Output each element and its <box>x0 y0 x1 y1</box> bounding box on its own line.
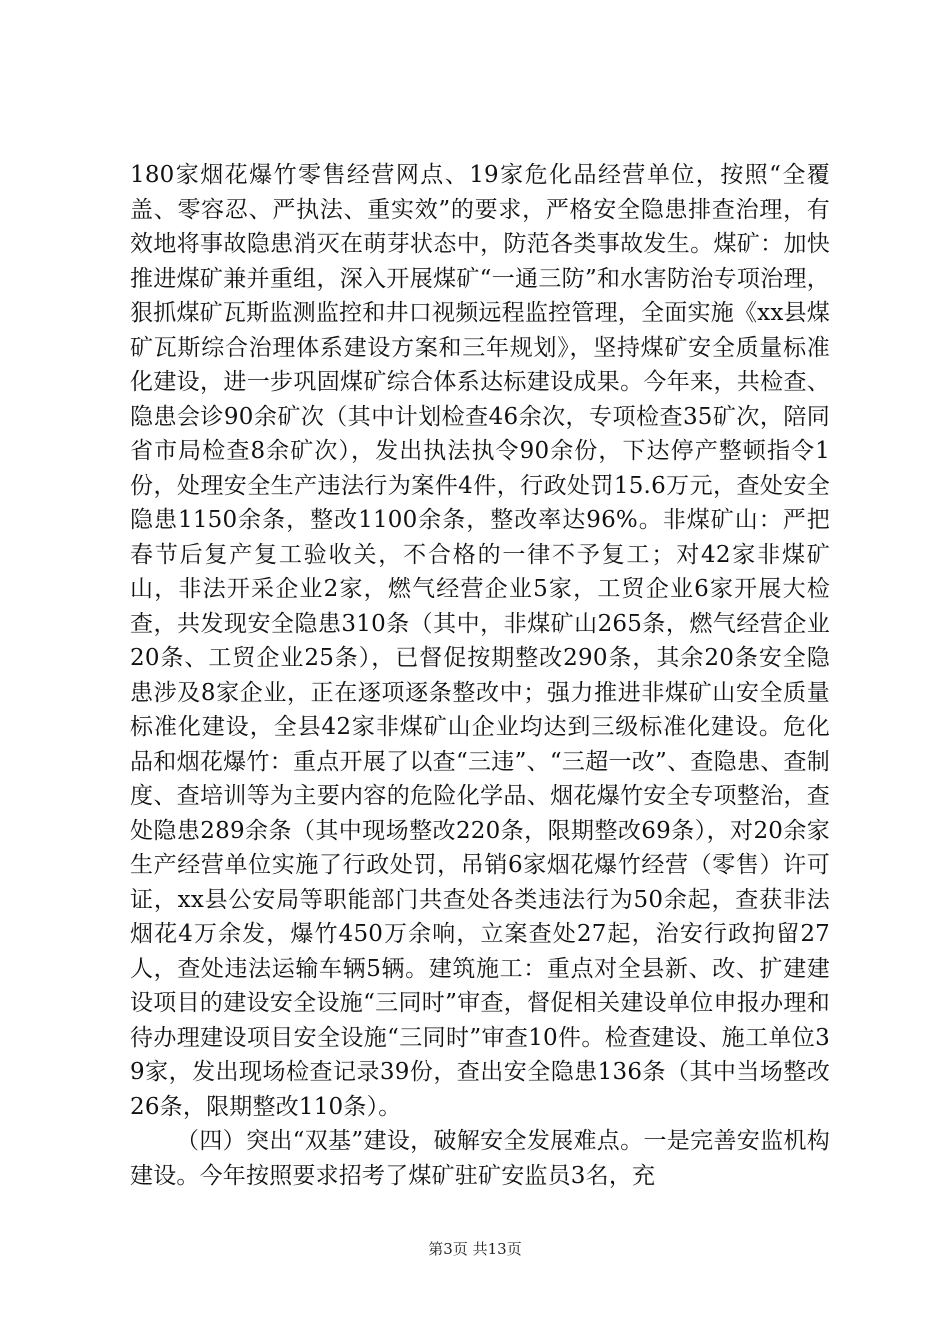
paragraph-1: 180家烟花爆竹零售经营网点、19家危化品经营单位，按照“全覆盖、零容忍、严执法、重实效”的要求，严格安全隐患排查治理，有效地将事故隐患消灭在萌芽状态中，防范各类事故发生。煤矿：加快推进煤矿兼并重组，深入开展煤矿“一通三防”和水害防治专项治理，狠抓煤矿瓦斯监测监控和井口视频远程监控管理，全面实施《xx县煤矿瓦斯综合治理体系建设方案和三年规划》，坚持煤矿安全质量标准化建设，进一步巩固煤矿综合体系达标建设成果。今年来，共检查、隐患会诊90余矿次（其中计划检查46余次，专项检查35矿次，陪同省市局检查8余矿次），发出执法执令90余份，下达停产整顿指令1份，处理安全生产违法行为案件4件，行政处罚15.6万元，查处安全隐患1150余条，整改1100余条，整改率达96%。非煤矿山：严把春节后复产复工验收关，不合格的一律不予复工；对42家非煤矿山，非法开采企业2家，燃气经营企业5家，工贸企业6家开展大检查，共发现安全隐患310条（其中，非煤矿山265条，燃气经营企业20条、工贸企业25条），已督促按期整改290条，其余20条安全隐患涉及8家企业，正在逐项逐条整改中；强力推进非煤矿山安全质量标准化建设，全县42家非煤矿山企业均达到三级标准化建设。危化品和烟花爆竹：重点开展了以查“三违”、“三超一改”、查隐患、查制度、查培训等为主要内容的危险化学品、烟花爆竹安全专项整治，查处隐患289余条（其中现场整改220条，限期整改69条），对20余家生产经营单位实施了行政处罚，吊销6家烟花爆竹经营（零售）许可证，xx县公安局等职能部门共查处各类违法行为50余起，查获非法烟花4万余发，爆竹450万余响，立案查处27起，治安行政拘留27人，查处违法运输车辆5辆。建筑施工：重点对全县新、改、扩建建设项目的建设安全设施“三同时”审查，督促相关建设单位申报办理和待办理建设项目安全设施“三同时”审查10件。检查建设、施工单位39家，发出现场检查记录39份，查出安全隐患136条（其中当场整改26条，限期整改110条）。 <box>130 162 830 1120</box>
paragraph-2: （四）突出“双基”建设，破解安全发展难点。一是完善安监机构建设。今年按照要求招考了煤矿驻矿安监员3名，充 <box>130 1128 830 1189</box>
page-footer: 第3页 共13页 <box>428 1240 522 1258</box>
document-body <box>130 158 830 1193</box>
